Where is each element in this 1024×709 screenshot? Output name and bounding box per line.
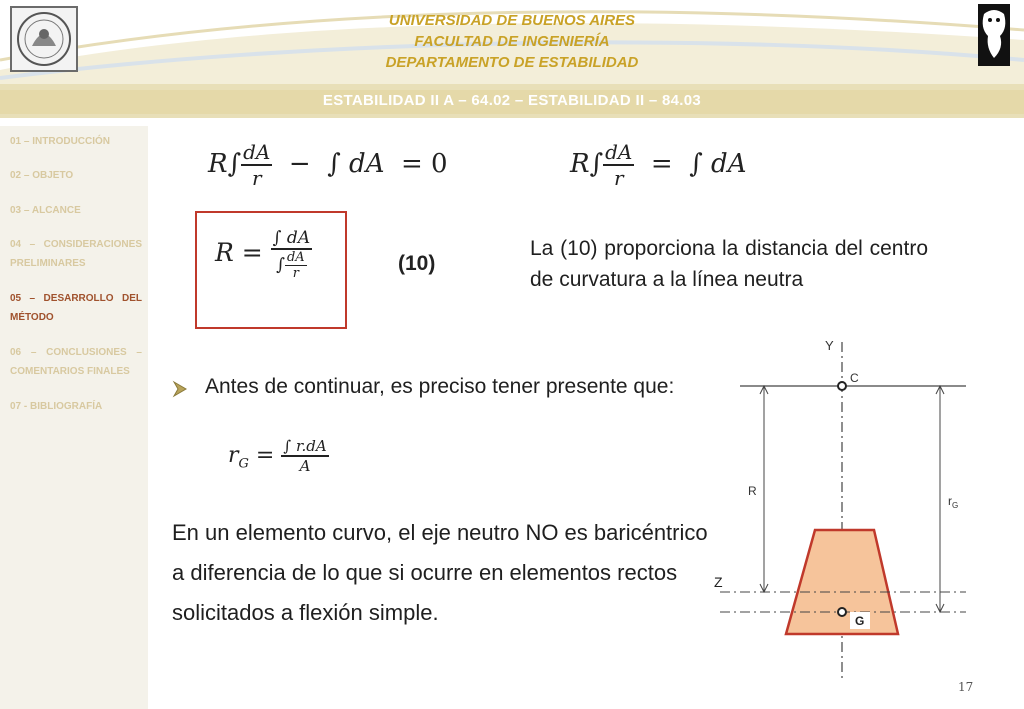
label-z: Z (714, 574, 723, 590)
department-title: DEPARTAMENTO DE ESTABILIDAD (385, 54, 639, 71)
bullet-text: Antes de continuar, es preciso tener presente que: (205, 375, 675, 398)
label-y: Y (825, 338, 834, 353)
point-g-marker (838, 608, 846, 616)
slide-header (0, 0, 1024, 84)
curved-section-diagram (700, 330, 1000, 680)
equation-description: La (10) proporciona la distancia del centro de curvatura a la línea neutra (530, 237, 928, 291)
equation-number: (10) (398, 252, 436, 275)
sidebar-item-introduccion[interactable]: 01 – INTRODUCCIÓN (10, 136, 111, 147)
sidebar-item-alcance[interactable]: 03 – ALCANCE (10, 205, 81, 216)
arrowhead-bullet-icon (172, 380, 188, 403)
label-g: G (855, 614, 865, 628)
equation-centroid-radius: $r_G$ = $\frac{\int r.dA}{A}$ (228, 437, 327, 475)
equation-radius-of-curvature: R = ∫ dA ∫ $\frac{dA}{r}$ (215, 228, 311, 281)
trapezoidal-section (786, 530, 898, 634)
sidebar-item-desarrollo[interactable]: 05 – DESARROLLO DEL MÉTODO (10, 293, 142, 323)
label-rg-subscript: G (952, 501, 959, 510)
sidebar-item-objeto[interactable]: 02 – OBJETO (10, 170, 74, 181)
equation-integral-difference: R∫ $\frac{dA}{r}$ − ∫ dA = 0 (208, 140, 448, 190)
label-c: C (850, 371, 859, 385)
sidebar-item-conclusiones[interactable]: 06 – CONCLUSIONES – COMENTARIOS FINALES (10, 347, 142, 377)
page-number: 17 (958, 680, 974, 694)
university-title: UNIVERSIDAD DE BUENOS AIRES (388, 12, 636, 29)
course-title: ESTABILIDAD II A – 64.02 – ESTABILIDAD II – 84.03 (322, 92, 702, 109)
paragraph-line: solicitados a flexión simple. (172, 600, 439, 625)
equation-integral-equality: R∫ $\frac{dA}{r}$ = ∫ dA (570, 140, 747, 190)
point-c-marker (838, 382, 846, 390)
paragraph-line: a diferencia de lo que si ocurre en elementos rectos (172, 560, 678, 585)
neutral-axis-paragraph (172, 513, 708, 633)
svg-text:rG (948, 494, 958, 510)
label-rg: r (948, 494, 952, 508)
paragraph-line: En un elemento curvo, el eje neutro NO es baricéntrico (172, 520, 708, 545)
label-r: R (748, 484, 757, 498)
sidebar-item-bibliografia[interactable]: 07 - BIBLIOGRAFÍA (10, 401, 103, 412)
sidebar-item-consideraciones[interactable]: 04 – CONSIDERACIONES PRELIMINARES (10, 239, 142, 269)
faculty-title: FACULTAD DE INGENIERÍA (414, 33, 610, 50)
